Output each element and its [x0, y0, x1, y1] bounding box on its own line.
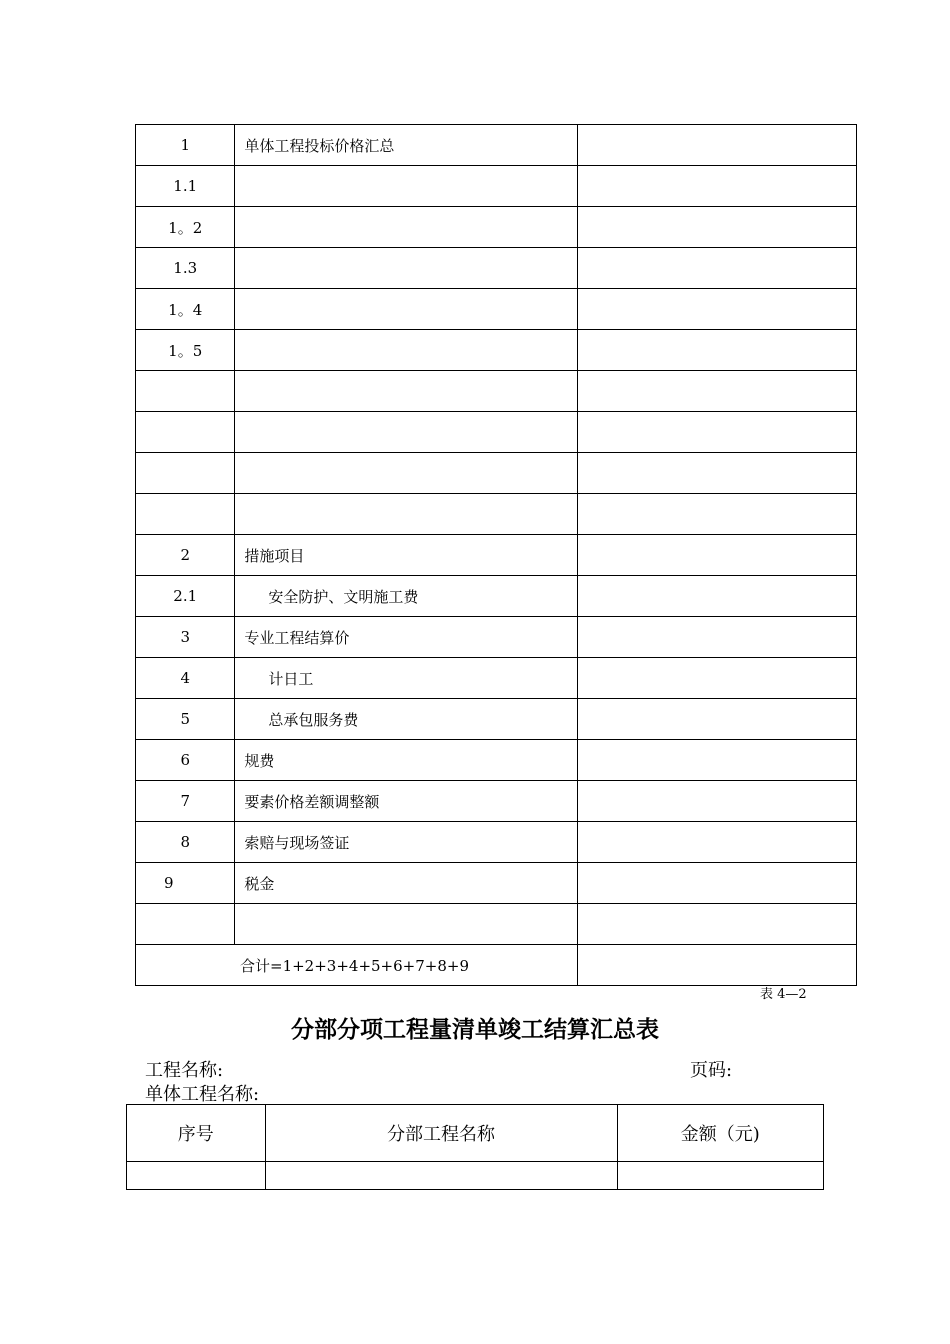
row-number: 2.1	[136, 576, 235, 617]
header-serial: 序号	[127, 1105, 266, 1162]
row-number	[136, 494, 235, 535]
row-number: 8	[136, 822, 235, 863]
table-row	[136, 371, 857, 412]
row-number: 5	[136, 699, 235, 740]
table-row	[136, 781, 857, 822]
row-item: 安全防护、文明施工费	[235, 576, 578, 617]
row-amount[interactable]	[578, 699, 857, 740]
table-row	[136, 740, 857, 781]
row-amount[interactable]	[578, 125, 857, 166]
table-row	[136, 166, 857, 207]
table-row	[136, 822, 857, 863]
row-amount[interactable]	[578, 904, 857, 945]
row-amount[interactable]	[578, 740, 857, 781]
cell-serial[interactable]	[127, 1162, 266, 1190]
row-number: 1。5	[136, 330, 235, 371]
table-row	[136, 289, 857, 330]
header-amount: 金额（元)	[617, 1105, 823, 1162]
row-item	[235, 453, 578, 494]
row-number	[136, 904, 235, 945]
table-row	[136, 904, 857, 945]
row-amount[interactable]	[578, 494, 857, 535]
row-number: 1.1	[136, 166, 235, 207]
row-number: 6	[136, 740, 235, 781]
row-item: 索赔与现场签证	[235, 822, 578, 863]
row-item: 要素价格差额调整额	[235, 781, 578, 822]
row-item: 单体工程投标价格汇总	[235, 125, 578, 166]
table-row	[136, 617, 857, 658]
table-row	[127, 1162, 824, 1190]
unit-project-label: 单体工程名称:	[145, 1084, 260, 1105]
row-amount[interactable]	[578, 248, 857, 289]
table-number: 表 4—2	[760, 987, 807, 1002]
table-row	[136, 412, 857, 453]
row-item: 税金	[235, 863, 578, 904]
table-row	[136, 330, 857, 371]
row-amount[interactable]	[578, 781, 857, 822]
row-amount[interactable]	[578, 412, 857, 453]
row-amount[interactable]	[578, 289, 857, 330]
row-item: 措施项目	[235, 535, 578, 576]
row-amount[interactable]	[578, 863, 857, 904]
row-item	[235, 248, 578, 289]
row-item	[235, 412, 578, 453]
row-amount[interactable]	[578, 535, 857, 576]
cell-section-name[interactable]	[265, 1162, 617, 1190]
total-amount[interactable]	[578, 945, 857, 986]
cell-amount[interactable]	[617, 1162, 823, 1190]
row-amount[interactable]	[578, 453, 857, 494]
row-number	[136, 371, 235, 412]
row-number: 1.3	[136, 248, 235, 289]
table-row	[136, 248, 857, 289]
row-item: 计日工	[235, 658, 578, 699]
row-item: 规费	[235, 740, 578, 781]
page-number-label: 页码:	[690, 1060, 733, 1081]
table-row	[136, 576, 857, 617]
row-amount[interactable]	[578, 166, 857, 207]
total-row	[136, 945, 857, 986]
row-number: 2	[136, 535, 235, 576]
page-title: 分部分项工程量清单竣工结算汇总表	[291, 1016, 659, 1043]
header-section-name: 分部工程名称	[265, 1105, 617, 1162]
table-row	[136, 699, 857, 740]
row-item: 总承包服务费	[235, 699, 578, 740]
row-item	[235, 371, 578, 412]
row-amount[interactable]	[578, 658, 857, 699]
row-number	[136, 412, 235, 453]
row-amount[interactable]	[578, 617, 857, 658]
project-name-label: 工程名称:	[145, 1060, 224, 1081]
row-number: 3	[136, 617, 235, 658]
row-amount[interactable]	[578, 330, 857, 371]
row-item	[235, 330, 578, 371]
section-summary-table	[126, 1104, 824, 1190]
table-row	[136, 125, 857, 166]
row-item	[235, 494, 578, 535]
total-label: 合计=1+2+3+4+5+6+7+8+9	[136, 945, 578, 986]
row-item	[235, 289, 578, 330]
settlement-summary-table	[135, 124, 857, 986]
table-row	[136, 453, 857, 494]
row-item	[235, 904, 578, 945]
row-number: 9	[136, 863, 235, 904]
row-number: 7	[136, 781, 235, 822]
row-number	[136, 453, 235, 494]
row-number: 1。2	[136, 207, 235, 248]
row-number: 4	[136, 658, 235, 699]
table-row	[136, 494, 857, 535]
table-row	[136, 535, 857, 576]
row-amount[interactable]	[578, 207, 857, 248]
table-row	[136, 863, 857, 904]
row-amount[interactable]	[578, 822, 857, 863]
row-item	[235, 207, 578, 248]
row-amount[interactable]	[578, 576, 857, 617]
row-amount[interactable]	[578, 371, 857, 412]
row-number: 1	[136, 125, 235, 166]
table-row	[136, 658, 857, 699]
row-item: 专业工程结算价	[235, 617, 578, 658]
row-number: 1。4	[136, 289, 235, 330]
row-item	[235, 166, 578, 207]
table-row	[136, 207, 857, 248]
table-header-row	[127, 1105, 824, 1162]
